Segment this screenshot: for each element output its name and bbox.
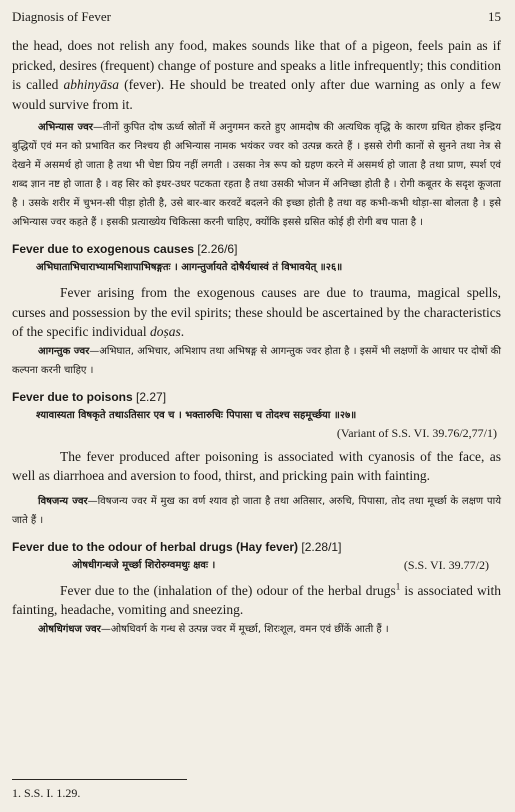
intro-text: the head, does not relish any food, makes sounds like that of a pigeon, feels pain as if pricked, desires (frequent) change of posture and speaks a litle infrequently; this condition is called: [12, 38, 501, 92]
section-heading-herbal: [12, 539, 501, 556]
page-body: [12, 36, 501, 639]
intro-term: abhinyāsa: [63, 77, 120, 92]
heading-text: Fever due to the odour of herbal drugs (Hay fever): [12, 539, 299, 554]
english-exogenous-end: .: [180, 324, 185, 339]
hindi-poisons-lead: विषजन्य ज्वर: [38, 495, 88, 507]
hindi-poisons-paragraph: [12, 492, 501, 530]
hindi-exogenous-paragraph: [12, 342, 501, 380]
heading-ref: [2.27]: [136, 389, 167, 404]
verse-text: ओषधीगन्धजे मूर्च्छा शिरोरुग्वमथुः क्षवः ।: [72, 559, 216, 571]
verse-2-26: अभिघाताभिचाराभ्यामभिशापाभिषङ्गतः । आगन्तुर्जायते दोषैर्यथास्वं तं विभावयेत् ॥२६॥: [36, 262, 343, 273]
heading-text: Fever due to poisons: [12, 389, 133, 404]
running-head-title: Diagnosis of Fever: [12, 9, 111, 24]
english-herbal-text: Fever due to the (inhalation of the) odour of the herbal drugs: [60, 582, 396, 598]
heading-ref: [2.28/1]: [301, 539, 342, 554]
hindi-herbal-lead: ओषधिगंधज ज्वर: [38, 623, 101, 635]
section-heading-poisons: [12, 389, 501, 406]
section-heading-exogenous: [12, 241, 501, 258]
verse-2-28: [72, 556, 501, 575]
hindi-abhinyasa-lead: अभिन्यास ज्वर: [38, 122, 93, 133]
english-poisons-paragraph: The fever produced after poisoning is associated with cyanosis of the face, as well as diarrhoea and aversion to food, thirst, and pricking pain with fainting.: [12, 448, 501, 483]
english-herbal-paragraph: [12, 581, 501, 620]
hindi-exogenous-lead: आगन्तुक ज्वर: [38, 345, 90, 357]
page-number: 15: [488, 9, 501, 24]
variant-note: (Variant of S.S. VI. 39.76/2,77/1): [336, 425, 497, 440]
heading-ref: [2.26/6]: [197, 242, 238, 256]
intro-text-end: (fever). He should be treated only after due warning as only a few would survive from it.: [12, 77, 502, 112]
hindi-herbal-paragraph: [12, 620, 501, 639]
english-exogenous-text: Fever arising from the exogenous causes are due to trauma, magical spells, curses and possession by the evil spirits; these should be ascertained by the characteristics of the specific individual: [12, 285, 501, 339]
hindi-abhinyasa-text: —तीनों कुपित दोष ऊर्ध्व स्रोतों में अनुगमन करते हुए आमदोष की अत्यधिक वृद्धि के कारण ग्रथित होकर इन्द्रिय बुद्धियों एवं मन को प्रभावित कर निश्चय ही अभिन्यास नामक भयंकर ज्वर को उत्पन्न करते हैं । इससे रोगी कानों से सुनने तथा नेत्र से देखने में असमर्थ हो जाता है तथा भी चेष्टा प्रिय नहीं लगती । उसका नेत्र रूप को ग्रहण करने में असमर्थ हो जाता है तथा प्राण, स्पर्श एवं शब्द ज्ञान नष्ट हो जाता है । वह सिर को इधर-उधर पटकता रहता है तथा उसकी भोजन में अनिच्छा होती है । रोगी कबूतर के सदृश कूजता है । उसके शरीर में चुभन-सी पीड़ा होती है, उसे बार-बार करवटें बदलने की इच्छा होती है तथा वह कभी-कभी थोड़ा-सा बोलता है । इसे अभिन्यास ज्वर कहते हैं । इसकी प्रत्याख्येय चिकित्सा करनी चाहिए, क्योंकि इससे ग्रसित कोई ही रोगी बच पाता है ।: [12, 122, 502, 228]
hindi-herbal-text: —ओषधिवर्ग के गन्ध से उत्पन्न ज्वर में मूर्च्छा, शिरःशूल, वमन एवं छींकें आती हैं ।: [100, 623, 389, 635]
english-exogenous-term: doṣas: [149, 324, 181, 339]
intro-paragraph: [12, 36, 501, 114]
verse-source-ref: (S.S. VI. 39.77/2): [403, 557, 489, 572]
verse-2-27: श्यावास्यता विषकृते तथाऽतिसार एव च । भक्तारुचिः पिपासा च तोदश्च सहमूर्च्छया ॥२७॥: [36, 409, 357, 421]
english-exogenous-paragraph: [12, 283, 501, 342]
running-head: [12, 9, 501, 27]
heading-text: Fever due to exogenous causes: [12, 242, 195, 256]
english-herbal-end: is associated with fainting, headache, vomiting and sneezing.: [12, 582, 502, 617]
footnote-marker: 1: [395, 581, 401, 591]
hindi-exogenous-text: —अभिघात, अभिचार, अभिशाप तथा अभिषङ्ग से आगन्तुक ज्वर होता है । इसमें भी लक्षणों के आधार पर दोषों की कल्पना करनी चाहिए ।: [12, 345, 502, 376]
footnote: 1. S.S. I. 1.29.: [12, 786, 81, 800]
hindi-poisons-text: —विषजन्य ज्वर में मुख का वर्ण श्याव हो जाता है तथा अतिसार, अरुचि, पिपासा, तोद तथा मूर्च्छा के लक्षण पाये जाते हैं ।: [12, 495, 501, 526]
footnote-rule: [12, 779, 187, 780]
hindi-abhinyasa-paragraph: [12, 118, 501, 232]
